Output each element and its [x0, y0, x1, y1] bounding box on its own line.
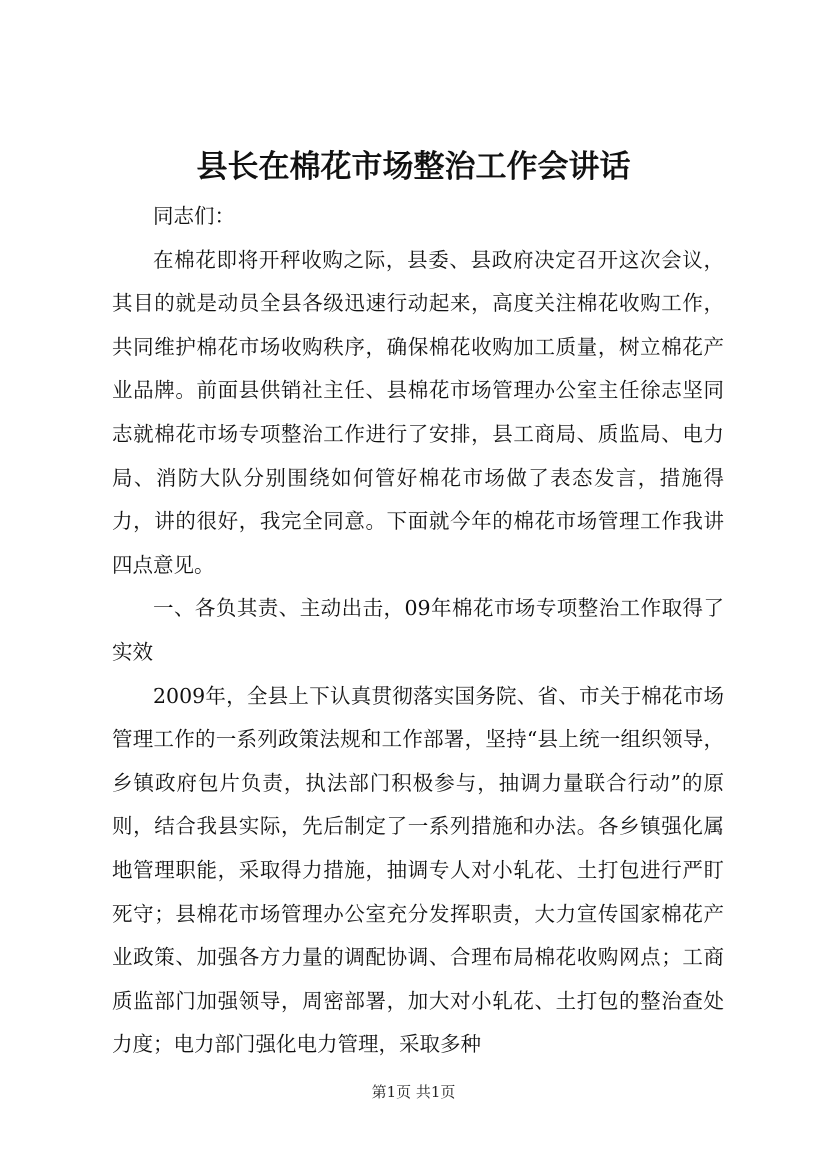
paragraph-opening: 在棉花即将开秤收购之际，县委、县政府决定召开这次会议，其目的就是动员全县各级迅速行动起来，高度关注棉花收购工作，共同维护棉花市场收购秩序，确保棉花收购加工质量，树立棉花产业品牌。前面县供销社主任、县棉花市场管理办公室主任徐志坚同志就棉花市场专项整治工作进行了安排，县工商局、质监局、电力局、消防大队分别围绕如何管好棉花市场做了表态发言，措施得力，讲的很好，我完全同意。下面就今年的棉花市场管理工作我讲四点意见。 [112, 247, 724, 577]
page-number: 第1页 共1页 [371, 1083, 456, 1101]
paragraph-2009: 2009年，全县上下认真贯彻落实国务院、省、市关于棉花市场管理工作的一系列政策法规和工作部署，坚持“县上统一组织领导，乡镇政府包片负责，执法部门积极参与，抽调力量联合行动”的原则，结合我县实际，先后制定了一系列措施和办法。各乡镇强化属地管理职能，采取得力措施，抽调专人对小轧花、土打包进行严盯死守；县棉花市场管理办公室充分发挥职责，大力宣传国家棉花产业政策、加强各方力量的调配协调、合理布局棉花收购网点；工商质监部门加强领导，周密部署，加大对小轧花、土打包的整治查处力度；电力部门强化电力管理，采取多种 [112, 683, 724, 1057]
document-body [112, 195, 724, 1067]
document-title: 县长在棉花市场整治工作会讲话 [196, 149, 631, 185]
section-heading-one: 一、各负其责、主动出击，09年棉花市场专项整治工作取得了实效 [112, 596, 724, 664]
salutation: 同志们： [153, 204, 235, 228]
